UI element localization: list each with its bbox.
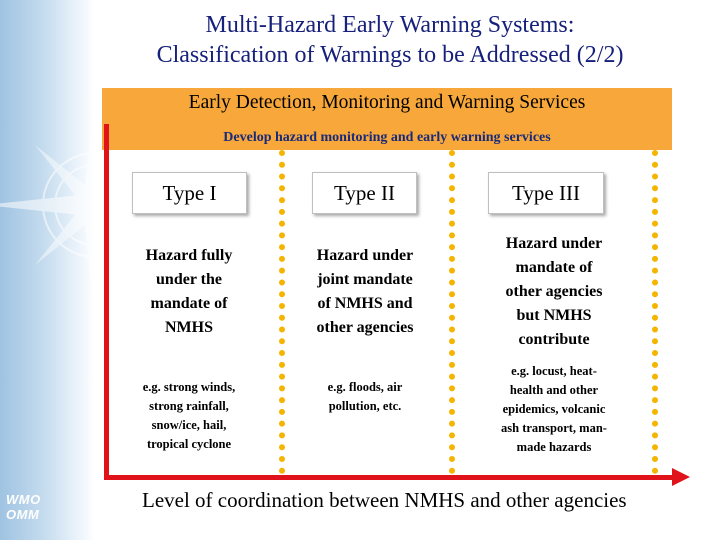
mandate-line: Hazard under — [316, 247, 414, 264]
arrow-right-icon — [672, 468, 690, 486]
vertical-axis-line — [104, 124, 109, 480]
type-iii-label: Type III — [512, 181, 580, 205]
column-separator-3 — [652, 150, 658, 474]
mandate-line: contribute — [518, 331, 590, 348]
type-ii-examples — [289, 378, 441, 416]
example-line: pollution, etc. — [328, 399, 402, 413]
type-ii-mandate — [289, 244, 441, 340]
wmo-logo — [6, 492, 66, 522]
mandate-line: mandate of — [515, 259, 593, 276]
mandate-line: under the — [156, 271, 222, 288]
example-line: snow/ice, hail, — [151, 418, 227, 432]
mandate-line: NMHS — [165, 319, 213, 336]
type-iii-examples — [460, 362, 648, 457]
mandate-line: of NMHS and — [317, 295, 413, 312]
services-banner — [102, 88, 672, 150]
type-iii-mandate — [460, 232, 648, 352]
logo-line-1: WMO — [6, 492, 41, 507]
example-line: strong rainfall, — [149, 399, 229, 413]
type-i-examples — [112, 378, 266, 454]
example-line: epidemics, volcanic — [502, 402, 606, 416]
page-title — [60, 10, 720, 70]
type-iii-box — [488, 172, 604, 214]
example-line: e.g. strong winds, — [142, 380, 236, 394]
example-line: health and other — [509, 383, 599, 397]
type-ii-label: Type II — [334, 181, 395, 205]
type-i-box — [132, 172, 247, 214]
logo-line-2: OMM — [6, 507, 40, 522]
column-separator-2 — [449, 150, 455, 474]
mandate-line: Hazard under — [505, 235, 603, 252]
coordination-axis-label: Level of coordination between NMHS and other agencies — [142, 488, 627, 512]
mandate-line: joint mandate — [317, 271, 413, 288]
title-line-1: Multi-Hazard Early Warning Systems: — [205, 12, 575, 38]
column-separator-1 — [279, 150, 285, 474]
type-i-label: Type I — [162, 181, 217, 205]
mandate-line: other agencies — [316, 319, 414, 336]
banner-heading: Early Detection, Monitoring and Warning Services — [188, 92, 586, 113]
mandate-line: mandate of — [150, 295, 228, 312]
mandate-line: but NMHS — [516, 307, 592, 324]
example-line: e.g. floods, air — [327, 380, 403, 394]
type-ii-box — [312, 172, 417, 214]
title-line-2: Classification of Warnings to be Addressed (2/2) — [156, 42, 624, 68]
type-i-mandate — [112, 244, 266, 340]
banner-subheading: Develop hazard monitoring and early warning services — [223, 130, 551, 145]
horizontal-axis-line — [104, 475, 674, 480]
example-line: e.g. locust, heat- — [511, 364, 597, 378]
example-line: made hazards — [516, 440, 592, 454]
mandate-line: Hazard fully — [145, 247, 233, 264]
example-line: ash transport, man- — [501, 421, 607, 435]
mandate-line: other agencies — [505, 283, 603, 300]
example-line: tropical cyclone — [146, 437, 232, 451]
